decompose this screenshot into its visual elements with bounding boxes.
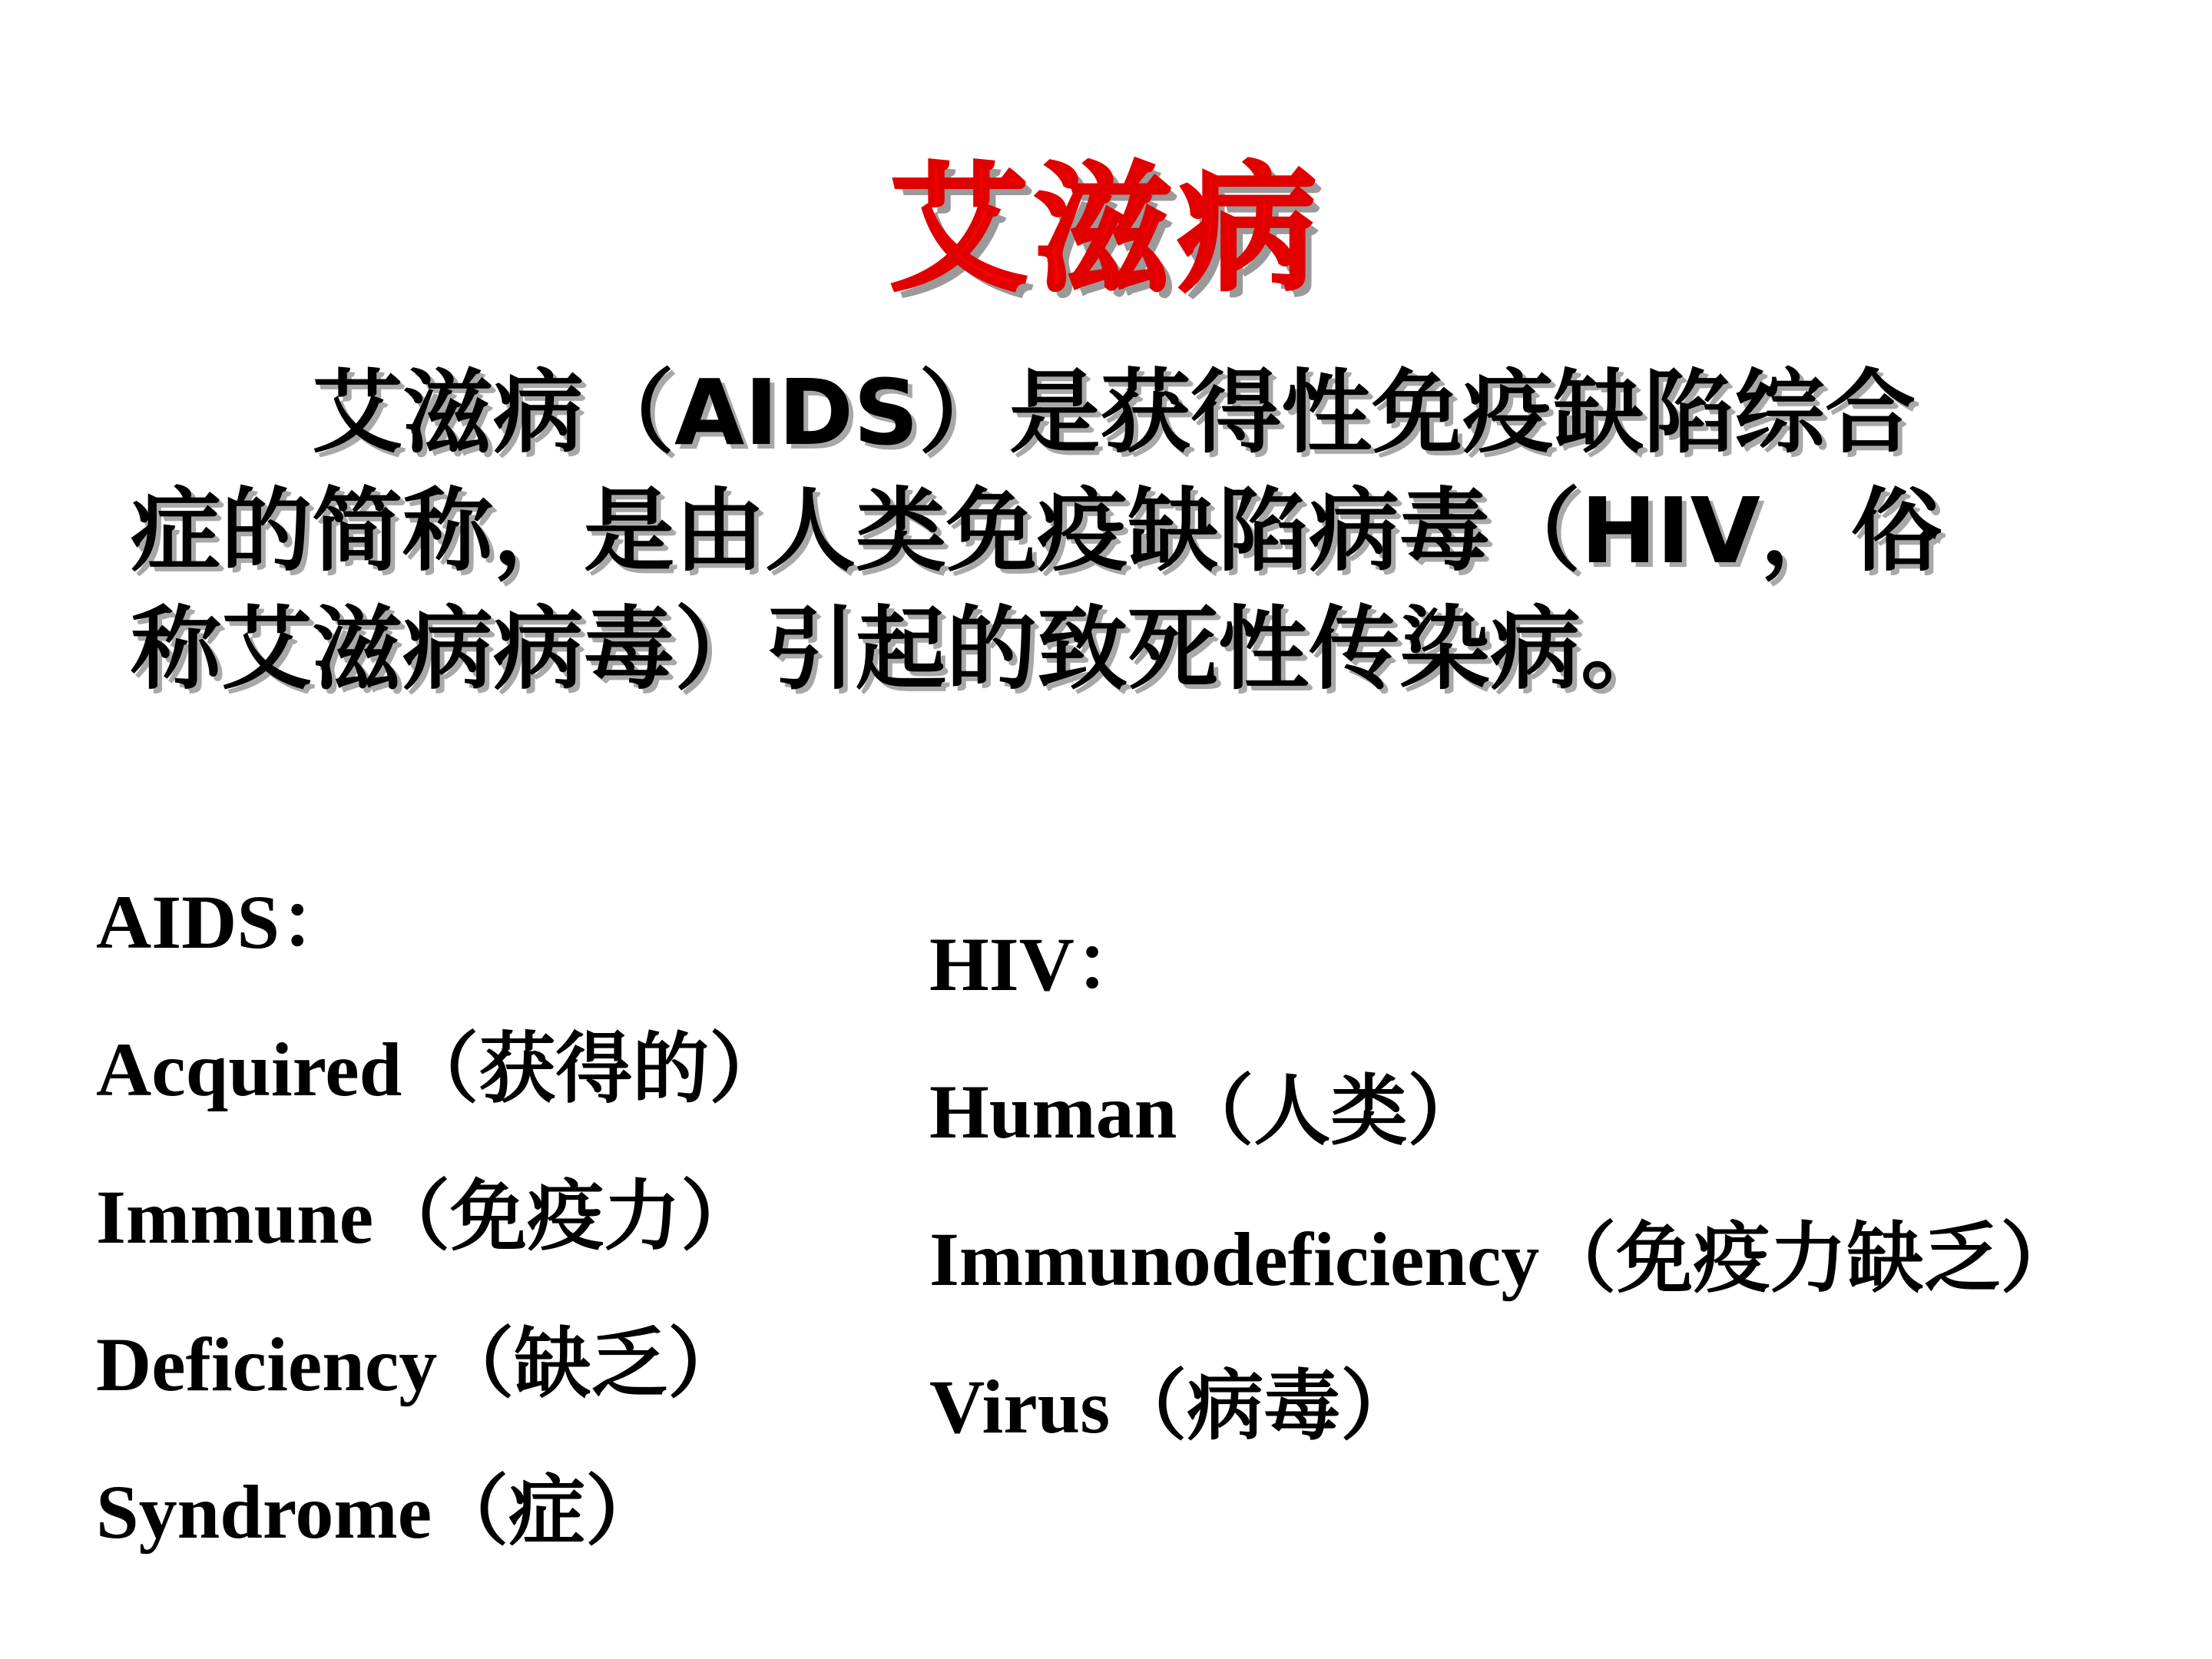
hiv-heading: HIV： bbox=[929, 922, 1151, 1007]
hiv-term-human: Human（人类） bbox=[929, 1069, 1485, 1154]
slide-title: 艾滋病 bbox=[889, 150, 1323, 310]
aids-term-deficiency: Deficiency（缺乏） bbox=[96, 1322, 745, 1407]
aids-acronym-list bbox=[96, 849, 786, 1586]
hiv-acronym-list bbox=[929, 891, 2077, 1481]
aids-term-immune: Immune（免疫力） bbox=[96, 1174, 758, 1260]
intro-paragraph: 艾滋病（AIDS）是获得性免疫缺陷综合症的简称，是由人类免疫缺陷病毒（HIV，俗称艾滋病病毒）引起的致死性传染病。 bbox=[131, 359, 1942, 702]
aids-term-acquired: Acquired（获得的） bbox=[96, 1027, 786, 1112]
aids-term-syndrome: Syndrome（症） bbox=[96, 1469, 663, 1555]
aids-heading: AIDS： bbox=[96, 879, 356, 965]
hiv-term-virus: Virus（病毒） bbox=[929, 1364, 1418, 1449]
hiv-term-immunodeficiency: Immunodeficiency（免疫力缺乏） bbox=[929, 1217, 2078, 1302]
